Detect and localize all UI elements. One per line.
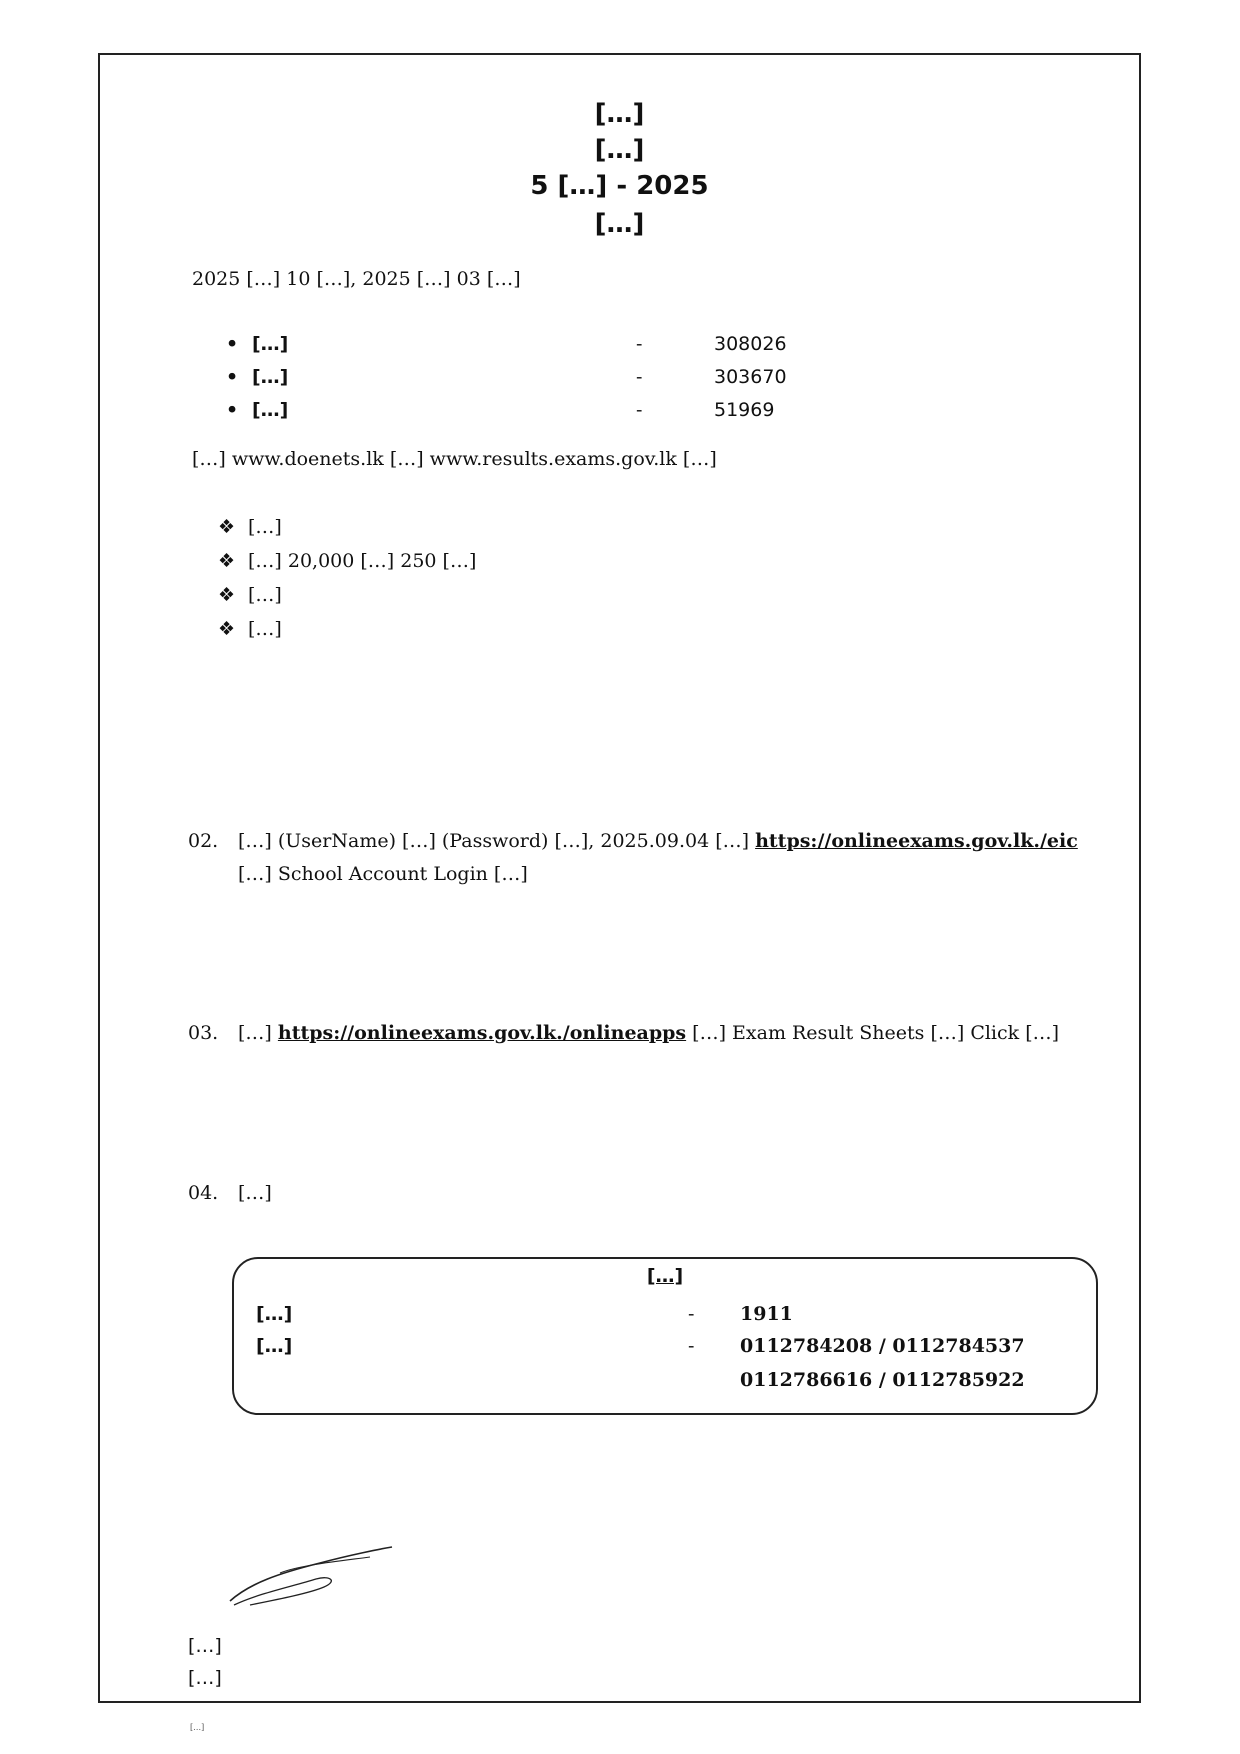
contact-dash: -	[688, 1335, 695, 1357]
note-text: […]	[248, 618, 282, 640]
stat-dash: -	[636, 366, 643, 388]
item-text-pre: […]	[238, 1022, 278, 1044]
note-item	[218, 545, 1108, 577]
notes-list	[218, 511, 1108, 647]
onlineapps-link[interactable]: https://onlineexams.gov.lk./onlineapps	[277, 1022, 687, 1044]
stat-value: 308026	[714, 333, 787, 355]
note-item	[218, 511, 1108, 543]
stat-label: […]	[252, 333, 289, 355]
notice-frame	[98, 53, 1141, 1732]
stat-label: […]	[252, 366, 289, 388]
bullet-icon: •	[226, 399, 239, 421]
item-text-post: […] School Account Login […]	[238, 863, 528, 885]
diamond-bullet-icon: ❖	[218, 516, 236, 538]
item-number: 04.	[188, 1182, 219, 1204]
contact-label: […]	[256, 1335, 293, 1357]
contact-number: 1911	[740, 1303, 793, 1325]
diamond-bullet-icon: ❖	[218, 618, 236, 640]
signatory-title: […]	[188, 1667, 222, 1689]
item-body: […]	[238, 1182, 272, 1204]
signature-image	[220, 1543, 400, 1613]
stat-dash: -	[636, 399, 643, 421]
diamond-bullet-icon: ❖	[218, 584, 236, 606]
note-text: […]	[248, 584, 282, 606]
bullet-icon: •	[226, 366, 239, 388]
numbered-item-04	[188, 1177, 1103, 1210]
stat-row-sat	[220, 366, 920, 399]
bullet-icon: •	[226, 333, 239, 355]
contact-box	[232, 1257, 1098, 1415]
contact-dash: -	[688, 1303, 695, 1325]
stat-label: […]	[252, 399, 289, 421]
eic-link[interactable]: https://onlineexams.gov.lk./eic	[755, 830, 1078, 852]
results-websites-paragraph: […] www.doenets.lk […] www.results.exams.gov.lk […]	[192, 448, 717, 470]
item-number: 02.	[188, 830, 219, 852]
item-body	[238, 825, 1103, 891]
contact-number: 0112786616 / 0112785922	[740, 1369, 1025, 1391]
note-text: […]	[248, 516, 282, 538]
note-text: […] 20,000 […] 250 […]	[248, 550, 477, 572]
footnote: […]	[190, 1723, 205, 1732]
exam-title: 5 […] - 2025	[530, 171, 709, 201]
contact-title: […]	[646, 1265, 684, 1287]
stat-value: 303670	[714, 366, 787, 388]
notice-subheading: […]	[594, 135, 645, 165]
contact-label: […]	[256, 1303, 293, 1325]
item-number: 03.	[188, 1022, 219, 1044]
item-text-pre: […] (UserName) […] (Password) […], 2025.09.04 […]	[238, 830, 756, 852]
stats-list	[220, 333, 920, 432]
contact-number: 0112784208 / 0112784537	[740, 1335, 1025, 1357]
numbered-item-02	[188, 825, 1103, 891]
item-body	[238, 1017, 1103, 1050]
item-text-post: […] Exam Result Sheets […] Click […]	[686, 1022, 1060, 1044]
signatory-name: […]	[188, 1635, 222, 1657]
stat-dash: -	[636, 333, 643, 355]
stat-row-applied	[220, 333, 920, 366]
results-release-title: […]	[594, 209, 645, 239]
note-item	[218, 579, 1108, 611]
note-item	[218, 613, 1108, 645]
notice-heading: […]	[594, 99, 645, 129]
stat-row-above-cutoff	[220, 399, 920, 432]
stat-value: 51969	[714, 399, 775, 421]
numbered-item-03	[188, 1017, 1103, 1050]
diamond-bullet-icon: ❖	[218, 550, 236, 572]
intro-paragraph: 2025 […] 10 […], 2025 […] 03 […]	[192, 268, 521, 290]
